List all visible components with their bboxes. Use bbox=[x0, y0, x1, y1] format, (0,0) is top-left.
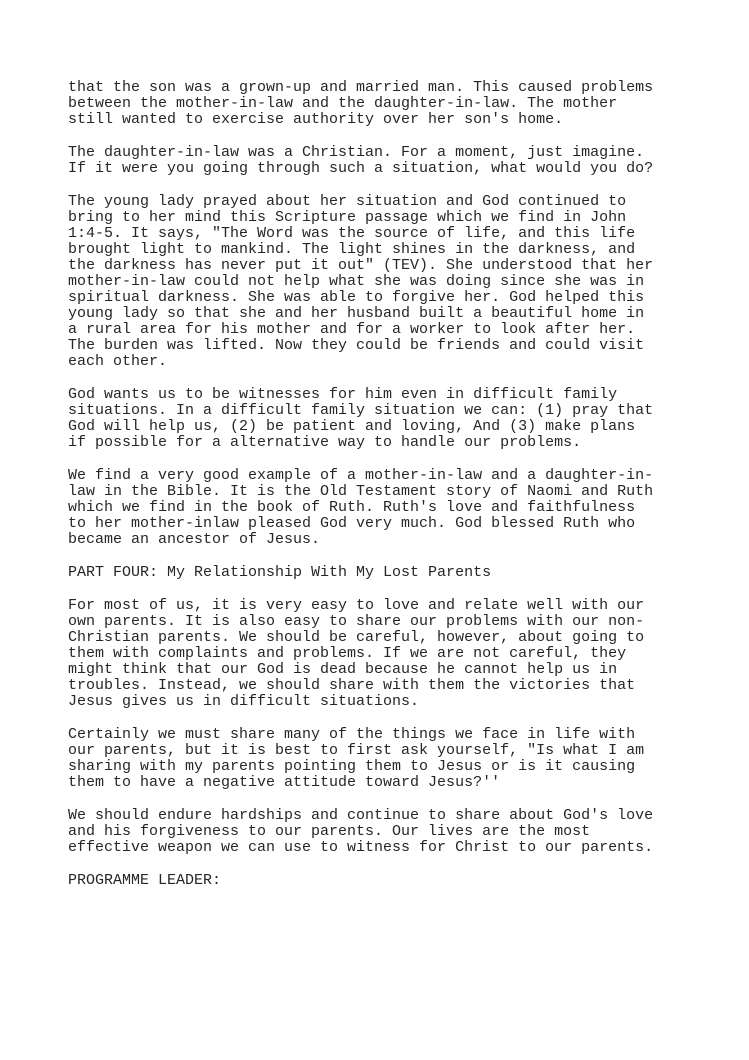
text-line: bring to her mind this Scripture passage which we find in John bbox=[68, 209, 627, 226]
text-line: For most of us, it is very easy to love and relate well with our bbox=[68, 597, 645, 614]
text-line: PART FOUR: My Relationship With My Lost Parents bbox=[68, 564, 492, 581]
paragraph bbox=[68, 194, 728, 370]
text-line: situations. In a difficult family situation we can: (1) pray that bbox=[68, 402, 654, 419]
text-line: which we find in the book of Ruth. Ruth's love and faithfulness bbox=[68, 499, 636, 516]
text-line: mother-in-law could not help what she was doing since she was in bbox=[68, 273, 645, 290]
text-line: each other. bbox=[68, 353, 168, 370]
text-line: them to have a negative attitude toward Jesus?'' bbox=[68, 774, 501, 791]
text-line: became an ancestor of Jesus. bbox=[68, 531, 321, 548]
text-line: between the mother-in-law and the daughter-in-law. The mother bbox=[68, 95, 618, 112]
text-line: Certainly we must share many of the things we face in life with bbox=[68, 726, 636, 743]
text-line: troubles. Instead, we should share with them the victories that bbox=[68, 677, 636, 694]
text-line: Jesus gives us in difficult situations. bbox=[68, 693, 420, 710]
speaker-label bbox=[68, 873, 728, 889]
text-line: might think that our God is dead because he cannot help us in bbox=[68, 661, 618, 678]
text-line: The young lady prayed about her situation and God continued to bbox=[68, 193, 627, 210]
paragraph bbox=[68, 468, 728, 548]
text-line: God wants us to be witnesses for him even in difficult family bbox=[68, 386, 618, 403]
text-line: law in the Bible. It is the Old Testament story of Naomi and Ruth bbox=[68, 483, 654, 500]
text-line: We find a very good example of a mother-in-law and a daughter-in- bbox=[68, 467, 654, 484]
text-line: Christian parents. We should be careful, however, about going to bbox=[68, 629, 645, 646]
document-page bbox=[68, 80, 728, 906]
text-line: spiritual darkness. She was able to forgive her. God helped this bbox=[68, 289, 645, 306]
text-line: PROGRAMME LEADER: bbox=[68, 872, 222, 889]
paragraph bbox=[68, 387, 728, 451]
paragraph bbox=[68, 727, 728, 791]
text-line: to her mother-inlaw pleased God very much. God blessed Ruth who bbox=[68, 515, 636, 532]
text-line: own parents. It is also easy to share our problems with our non- bbox=[68, 613, 645, 630]
text-line: young lady so that she and her husband built a beautiful home in bbox=[68, 305, 645, 322]
text-line: the darkness has never put it out" (TEV). She understood that her bbox=[68, 257, 654, 274]
text-line: God will help us, (2) be patient and loving, And (3) make plans bbox=[68, 418, 636, 435]
text-line: them with complaints and problems. If we are not careful, they bbox=[68, 645, 627, 662]
paragraph bbox=[68, 145, 728, 177]
text-line: brought light to mankind. The light shines in the darkness, and bbox=[68, 241, 636, 258]
text-line: sharing with my parents pointing them to Jesus or is it causing bbox=[68, 758, 636, 775]
text-line: our parents, but it is best to first ask yourself, "Is what I am bbox=[68, 742, 645, 759]
text-line: The burden was lifted. Now they could be friends and could visit bbox=[68, 337, 645, 354]
text-line: a rural area for his mother and for a worker to look after her. bbox=[68, 321, 636, 338]
text-line: and his forgiveness to our parents. Our lives are the most bbox=[68, 823, 591, 840]
paragraph bbox=[68, 808, 728, 856]
text-line: still wanted to exercise authority over her son's home. bbox=[68, 111, 564, 128]
section-heading bbox=[68, 565, 728, 581]
text-line: if possible for a alternative way to handle our problems. bbox=[68, 434, 582, 451]
text-line: We should endure hardships and continue to share about God's love bbox=[68, 807, 654, 824]
paragraph bbox=[68, 80, 728, 128]
paragraph bbox=[68, 598, 728, 710]
text-line: effective weapon we can use to witness for Christ to our parents. bbox=[68, 839, 654, 856]
text-line: that the son was a grown-up and married man. This caused problems bbox=[68, 79, 654, 96]
text-line: If it were you going through such a situation, what would you do? bbox=[68, 160, 654, 177]
text-line: The daughter-in-law was a Christian. For a moment, just imagine. bbox=[68, 144, 645, 161]
text-line: 1:4-5. It says, "The Word was the source of life, and this life bbox=[68, 225, 636, 242]
